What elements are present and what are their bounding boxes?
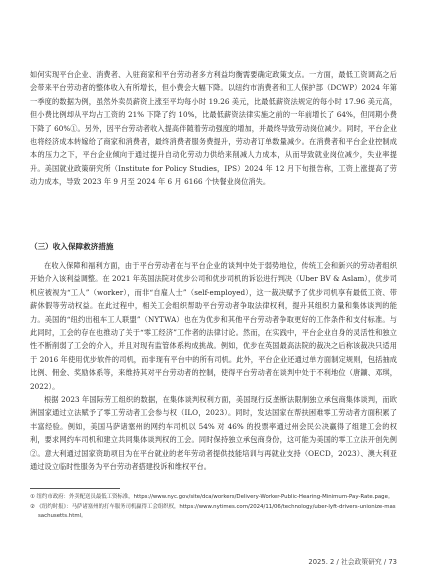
footnotes	[30, 493, 397, 522]
section-heading: （三）收入保障救济措施	[30, 242, 114, 251]
paragraph: 在收入保障和福利方面，由于平台劳动者在与平台企业的谈判中处于弱势地位，传统工会和新兴的劳动者组织开始介入该利益调整。在 2021 年英国法院对优步公司和优步司机的诉讼进行判决（Uber BV & Aslam），优步司机应被视为“工人”（worker），而非“自雇人士”（self-employed），这一裁决赋予了优步司机享有最低工资、带薪休假等劳动权益。在此过程中，相关工会组织帮助平台劳动者争取法律权利，提升其组织力量和集体谈判的能力。美国的“纽约出租车工人联盟”（NYTWA）也在为优步和其他平台劳动者争取更好的工作条件和支付标准。与此同时，工会的存在也推动了关于“零工经济”工作者的法律讨论。然而，在实践中，平台企业自身的灵活性和独立性不断削弱了工会的介入，并且对现有监管体系构成挑战。例如，优步在英国最高法院的裁决之后称该裁决只适用于 2016 年使用优步软件的司机，而非现有平台中的所有司机。此外，平台企业还通过单方面制定规则，包括抽成比例、佣金、奖励体系等，来维持其对平台劳动者的控制，使得平台劳动者在谈判中处于不利地位（唐鑛、邓琪，2022）。	[30, 261, 397, 391]
footnote-divider	[30, 488, 120, 489]
paragraph: 根据 2023 年国际劳工组织的数据，在集体谈判权利方面，美国现行反垄断法限制独立承包商集体谈判，而欧洲国家通过立法赋予了零工劳动者工会参与权（ILO，2023）。同时，发达国家在帮扶困难零工劳动者方面积累了丰富经验。例如，美国马萨诸塞州的网约车司机以 54% 对 46% 的投票率通过州会民公决赢得了组建工会的权利，要求网约车司机和建立共同集体谈判权的工会。同时保持独立承包商身份，这可能为美国的零工立法开创先例②。意大利通过国家资助项目为在平台就业的老年劳动者提供技能培训与再就业支持（OECD，2023）、澳大利亚通过设立临时性服务为平台劳动者搭建投诉和维权平台。	[30, 395, 397, 472]
footnote: ① 纽约市政府：外卖配送员最低工资标准，https://www.nyc.gov/site/dca/workers/Delivery-Worker-Public-Hearing-Minimum-Pay-Rate.page。	[30, 494, 394, 500]
page-footer: 2025. 2 / 社会政策研究 / 73	[308, 558, 397, 566]
main-paragraph-block	[30, 259, 397, 474]
intro-paragraph-block	[30, 68, 397, 189]
paragraph: 如何实现平台企业、消费者、入驻商家和平台劳动者多方利益均衡需要确定政策支点。一方面，最低工资调高之后会带来平台劳动者的整体收入有所增长，但小费会大幅下降。以纽约市消费者和工人保护部（DCWP）2024 年第一季度的数据为例，虽然外卖员薪资上涨至平均每小时 19.26 美元，比最低薪资法规定的每小时 17.96 美元高，但小费比例却从平均占工资的 21% 下降了约 10%，比最低薪资法律实施之前的一年前增长了 64%，但同期小费下降了 60%①。另外，因平台劳动者收入提高伴随着劳动强度的增加，并最终导致劳动岗位减少。同时，平台企业也将经济成本转嫁给了商家和消费者，最终消费者服务费提升，劳动者订单数量减少。在消费者和平台企业控制成本的压力之下，平台企业倾向于通过提升自动化劳动力供给来削减人力成本，从而导致就业岗位减少，失业率提升。美国就业政策研究所（Institute for Policy Studies，IPS）2024 年 12 月下旬报告称，工资上涨提高了劳动力成本，导致 2023 年 9 月至 2024 年 6 月 6166 个快餐业岗位消失。	[30, 70, 397, 187]
footnote: ② 《纽约时报》：马萨诸塞州的打车服务司机赢得工会组织权，https://www.nytimes.com/2024/11/06/technology/uber-lyft-drivers-unionize-massachusetts.html。	[30, 503, 396, 520]
